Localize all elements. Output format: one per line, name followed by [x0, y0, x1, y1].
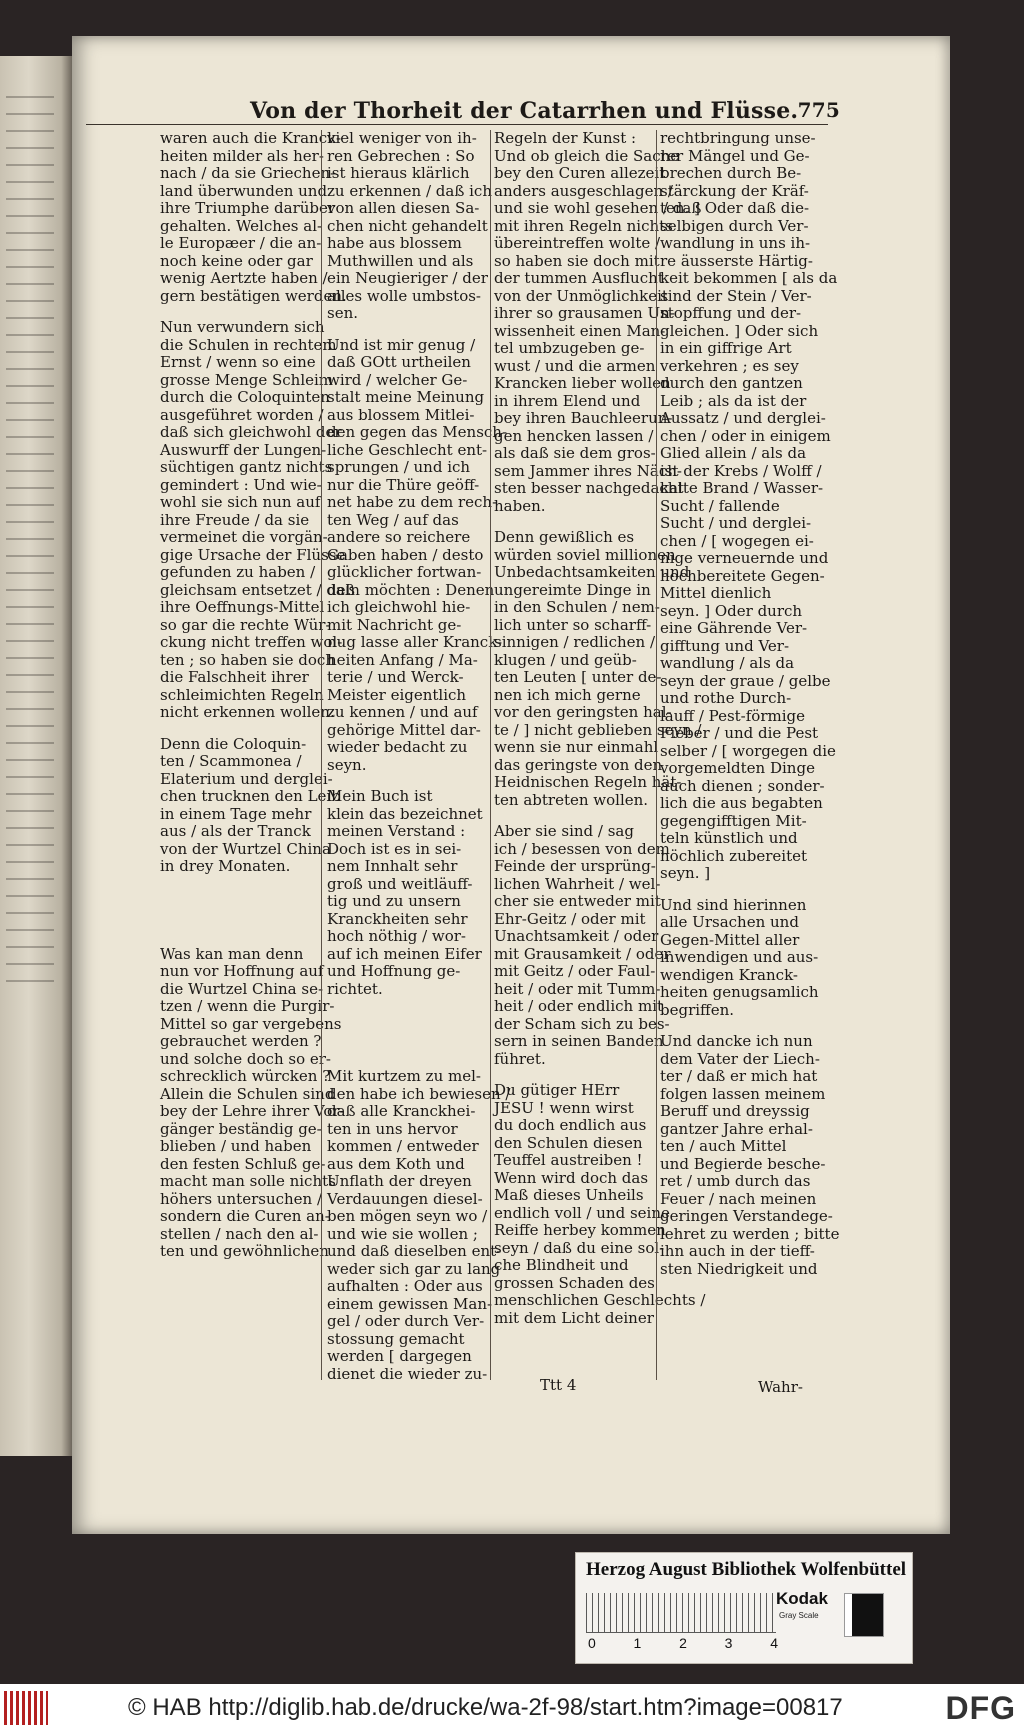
adjacent-page-edge: [0, 56, 72, 1456]
text-line: ten Leuten [ unter de-: [494, 668, 662, 686]
text-line: weder sich gar zu lang: [327, 1259, 501, 1278]
text-line: gänger beständig ge-: [160, 1119, 322, 1138]
text-line: Wenn wird doch das: [494, 1168, 649, 1187]
text-line: ihrer so grausamen Un-: [494, 304, 675, 322]
text-line: vor den geringsten hal-: [494, 703, 672, 721]
text-line: die Falschheit ihrer: [160, 668, 309, 686]
text-line: würden soviel millionen: [494, 545, 676, 564]
text-line: nun vor Hoffnung auf: [160, 962, 324, 980]
text-line: ist der Krebs / Wolff /: [660, 461, 822, 480]
text-line: Reiffe herbey kommen: [494, 1221, 666, 1239]
paragraph: [494, 528, 702, 809]
text-line: Und sind hierinnen: [660, 895, 807, 914]
text-line: gige Ursache der Flüsse: [160, 545, 346, 564]
paragraph: [327, 130, 491, 323]
text-line: aus dem Koth und: [327, 1154, 465, 1173]
text-line: klein das bezeichnet: [327, 804, 483, 823]
text-line: Sucht / und derglei-: [660, 514, 812, 532]
text-line: aus blossem Mitlei-: [327, 405, 475, 424]
text-line: Denn gewißlich es: [494, 528, 635, 546]
text-line: alle Ursachen und: [660, 913, 799, 931]
text-line: kalte Brand / Wasser-: [660, 479, 824, 497]
text-line: chen nicht gehandelt: [327, 216, 488, 235]
text-line: waren auch die Kranck-: [160, 129, 342, 147]
text-line: daß alle Kranckhei-: [327, 1102, 476, 1120]
text-line: hoch nöthig / wor-: [327, 927, 466, 945]
gray-swatch: [844, 1593, 884, 1637]
library-name: Herzog August Bibliothek Wolfenbüttel: [586, 1559, 907, 1580]
text-line: Was kan man denn: [160, 944, 304, 963]
text-line: JESU ! wenn wirst: [494, 1098, 634, 1117]
scale-ruler: [586, 1593, 776, 1633]
running-title: Von der Thorheit der Catarrhen und Flüsse.: [250, 98, 799, 124]
text-line: Feuer / nach meinen: [660, 1189, 817, 1208]
text-line: Allein die Schulen sind: [160, 1084, 335, 1103]
text-line: eine Gährende Ver-: [660, 619, 808, 637]
text-line: durch die Coloquinten: [160, 388, 330, 406]
text-line: ihre Triumphe darüber: [160, 199, 336, 217]
text-line: chen trucknen den Leib: [160, 787, 341, 805]
paragraph: [660, 1032, 840, 1278]
text-line: nug lasse aller Kranck-: [327, 633, 503, 651]
text-line: Gegen-Mittel aller: [660, 930, 800, 949]
text-line: Verdauungen diesel-: [327, 1189, 483, 1208]
text-line: in ein giffrige Art: [660, 339, 792, 357]
scale-number: 1: [633, 1635, 642, 1651]
text-line: Feinde der ursprüng-: [494, 857, 656, 875]
text-line: net habe zu dem rech-: [327, 493, 498, 511]
text-line: tel umbzugeben ge-: [494, 339, 645, 357]
page-number: 775: [797, 98, 840, 122]
text-line: Mein Buch ist: [327, 787, 433, 805]
text-line: Mittel dienlich: [660, 584, 772, 602]
text-line: vorgemeldten Dinge: [660, 759, 815, 777]
paragraph: [494, 1081, 706, 1327]
text-line: heiten Anfang / Ma-: [327, 650, 478, 669]
text-line: der Scham sich zu bes-: [494, 1014, 670, 1033]
text-line: wieder bedacht zu: [327, 738, 468, 756]
text-line: anders ausgeschlagen /: [494, 181, 673, 200]
text-line: das geringste von den: [494, 755, 663, 774]
text-line: seyn der graue / gelbe: [660, 671, 831, 690]
text-line: deln möchten : Denen: [327, 580, 495, 599]
text-line: gifftung und Ver-: [660, 636, 790, 655]
text-line: stärckung der Kräf-: [660, 181, 809, 200]
text-line: ten ; so haben sie doch: [160, 650, 335, 669]
text-line: te / ] nicht geblieben seyn /: [494, 720, 702, 739]
text-line: und wie sie wollen ;: [327, 1224, 478, 1243]
text-line: gleichen. ] Oder sich: [660, 321, 819, 340]
viewer-credit-bar: [0, 1684, 1024, 1732]
column-rule-1: [321, 130, 322, 1380]
catchword: Wahr-: [758, 1378, 803, 1396]
text-line: klugen / und geüb-: [494, 650, 637, 669]
text-line: Unflath der dreyen: [327, 1172, 472, 1190]
scale-number: 3: [724, 1635, 733, 1651]
text-line: mit Grausamkeit / oder: [494, 944, 671, 963]
paragraph: [660, 129, 838, 883]
text-line: Und dancke ich nun: [660, 1032, 813, 1050]
text-line: bey der Lehre ihrer Vor-: [160, 1102, 345, 1120]
text-line: Mittel so gar vergebens: [160, 1014, 342, 1033]
text-line: stopffung und der-: [660, 304, 802, 322]
credit-link[interactable]: © HAB http://diglib.hab.de/drucke/wa-2f-98/start.htm?image=00817: [128, 1694, 843, 1721]
text-line: re äusserste Härtig-: [660, 251, 813, 270]
text-line: le Europæer / die an-: [160, 234, 322, 252]
text-line: Krancken lieber wollen: [494, 374, 671, 392]
text-line: selber / [ worgegen die: [660, 741, 836, 760]
text-line: ten und gewöhnlichen: [160, 1242, 329, 1260]
text-line: vermeinet die vorgän-: [160, 528, 328, 546]
text-line: seyn. ]: [660, 864, 711, 882]
text-line: ausgeführet worden /: [160, 405, 324, 424]
text-line: werden [ dargegen: [327, 1347, 472, 1365]
text-line: hochbereitete Gegen-: [660, 566, 825, 585]
text-line: von allen diesen Sa-: [327, 199, 480, 217]
text-line: und rothe Durch-: [660, 689, 792, 707]
text-line: noch keine oder gar: [160, 251, 313, 270]
text-line: ten Weg / auf das: [327, 510, 459, 529]
text-line: und solche doch so er-: [160, 1049, 331, 1068]
text-line: bey ihren Bauchleerun-: [494, 409, 673, 427]
text-line: wandlung in uns ih-: [660, 234, 811, 252]
text-line: daß GOtt urtheilen: [327, 353, 471, 371]
text-line: endlich voll / und seine: [494, 1203, 670, 1222]
text-line: wust / und die armen: [494, 356, 656, 375]
text-line: Unbedachtsamkeiten und: [494, 563, 690, 581]
text-line: in drey Monaten.: [160, 857, 291, 875]
text-line: der tummen Ausflucht: [494, 269, 664, 287]
text-line: land überwunden und: [160, 181, 328, 200]
text-line: selbigen durch Ver-: [660, 216, 809, 235]
text-line: gel / oder durch Ver-: [327, 1312, 485, 1330]
text-line: lichen Wahrheit / wel-: [494, 874, 661, 893]
text-line: wohl sie sich nun auf: [160, 493, 321, 511]
text-line: führet.: [494, 1049, 546, 1068]
text-line: seyn / daß du eine sol-: [494, 1238, 665, 1257]
text-line: sind der Stein / Ver-: [660, 286, 812, 305]
text-line: du doch endlich aus: [494, 1116, 647, 1134]
text-line: ret / umb durch das: [660, 1172, 811, 1190]
text-line: ter / daß er mich hat: [660, 1067, 818, 1085]
text-line: Teuffel austreiben !: [494, 1151, 643, 1169]
text-line: Meister eigentlich: [327, 685, 467, 704]
text-line: gegengifftigen Mit-: [660, 811, 807, 830]
text-line: Unachtsamkeit / oder: [494, 927, 659, 945]
text-line: in den Schulen / nem-: [494, 598, 660, 616]
text-line: heit / oder endlich mit: [494, 997, 664, 1015]
text-line: stellen / nach den al-: [160, 1224, 319, 1243]
text-line: Ernst / wenn so eine: [160, 353, 316, 371]
text-line: heit / oder mit Tumm-: [494, 979, 661, 998]
text-line: nicht erkennen wollen.: [160, 703, 335, 721]
text-line: die Wurtzel China se-: [160, 979, 324, 998]
text-line: ten. ] Oder daß die-: [660, 199, 810, 217]
text-line: den habe ich bewiesen /: [327, 1084, 511, 1103]
text-line: ihre Freude / da sie: [160, 510, 310, 529]
scale-number: 4: [770, 1635, 778, 1651]
text-line: zu erkennen / daß ich: [327, 181, 492, 200]
text-line: ten abtreten wollen.: [494, 790, 649, 809]
text-line: ihn auch in der tieff-: [660, 1242, 815, 1260]
text-line: Und ob gleich die Sache: [494, 146, 680, 165]
scale-numbers: [588, 1635, 778, 1651]
text-line: so haben sie doch mit: [494, 251, 660, 270]
text-line: nem Innhalt sehr: [327, 857, 458, 875]
text-line: cher sie entweder mit: [494, 892, 661, 910]
text-line: mit ihren Regeln nichts: [494, 216, 673, 235]
text-line: sten besser nachgedacht: [494, 479, 684, 497]
text-line: von der Unmöglichkeit: [494, 286, 668, 305]
text-line: teln künstlich und: [660, 829, 798, 847]
text-line: macht man solle nichts: [160, 1172, 336, 1190]
text-line: gefunden zu haben /: [160, 563, 316, 581]
text-line: liche Geschlecht ent-: [327, 440, 488, 459]
text-line: nige verneuernde und: [660, 549, 829, 567]
text-line: Leib ; als da ist der: [660, 391, 807, 410]
text-line: den gegen das Mensch-: [327, 423, 508, 441]
text-line: höhers untersuchen /: [160, 1189, 323, 1208]
text-line: viel weniger von ih-: [327, 129, 477, 147]
paragraph: [160, 944, 345, 1261]
text-line: gehörige Mittel dar-: [327, 720, 481, 739]
text-line: haben.: [494, 496, 546, 515]
text-line: höchlich zubereitet: [660, 846, 807, 865]
text-line: ich gleichwohl hie-: [327, 598, 471, 616]
header-rule: [86, 124, 828, 125]
paragraph: [327, 788, 491, 998]
text-line: rechtbringung unse-: [660, 129, 816, 147]
text-line: gehalten. Welches al-: [160, 216, 323, 235]
text-line: schrecklich würcken ?: [160, 1067, 331, 1085]
text-line: aufhalten : Oder aus: [327, 1277, 483, 1295]
text-line: die Schulen in rechtem: [160, 335, 337, 354]
text-line: den Schulen diesen: [494, 1133, 643, 1152]
text-line: nur die Thüre geöff-: [327, 475, 480, 494]
text-line: ten in uns hervor: [327, 1119, 458, 1138]
text-line: grossen Schaden des: [494, 1273, 655, 1292]
scale-number: 2: [679, 1635, 687, 1651]
text-line: wissenheit einen Man-: [494, 321, 666, 340]
text-line: dem Vater der Liech-: [660, 1049, 820, 1068]
text-line: Regeln der Kunst :: [494, 129, 637, 147]
text-line: wenn sie nur einmahl: [494, 738, 659, 756]
text-line: richtet.: [327, 979, 383, 998]
text-line: stalt meine Meinung: [327, 388, 485, 406]
text-line: Kranckheiten sehr: [327, 909, 468, 928]
text-line: Elaterium und derglei-: [160, 769, 333, 788]
text-line: und Begierde besche-: [660, 1154, 826, 1173]
text-line: habe aus blossem: [327, 234, 462, 252]
text-line: wird / welcher Ge-: [327, 370, 468, 389]
hab-logo-icon: [4, 1691, 48, 1725]
paragraph: [660, 897, 824, 1020]
text-line: und daß dieselben ent-: [327, 1242, 502, 1260]
text-line: gantzer Jahre erhal-: [660, 1119, 813, 1138]
text-line: als daß sie dem gros-: [494, 444, 656, 462]
text-line: bey den Curen allezeit: [494, 164, 666, 182]
text-line: ich / besessen von dem: [494, 839, 670, 858]
paragraph: [494, 129, 702, 515]
text-line: kommen / entweder: [327, 1137, 479, 1155]
text-line: chen / [ wogegen ei-: [660, 531, 814, 550]
text-line: auch dienen ; sonder-: [660, 776, 825, 795]
text-line: gen hencken lassen /: [494, 426, 654, 445]
text-line: Aussatz / und derglei-: [660, 409, 826, 427]
text-line: chen / oder in einigem: [660, 426, 831, 445]
text-line: seyn. ] Oder durch: [660, 601, 803, 620]
text-line: alles wolle umbstos-: [327, 286, 481, 305]
text-line: brechen durch Be-: [660, 164, 802, 182]
text-line: aus / als der Tranck: [160, 822, 311, 840]
text-line: ungereimte Dinge in: [494, 580, 651, 599]
text-line: rer Mängel und Ge-: [660, 146, 810, 165]
text-line: sen.: [327, 304, 359, 322]
text-line: heiten milder als her-: [160, 146, 324, 165]
text-line: mit Nachricht ge-: [327, 615, 462, 634]
text-line: grosse Menge Schleim: [160, 370, 334, 389]
text-line: schleimichten Regeln: [160, 685, 324, 704]
text-line: wandlung / als da: [660, 654, 795, 672]
text-line: Beruff und dreyssig: [660, 1102, 810, 1120]
text-line: ten / Scammonea /: [160, 752, 302, 770]
dfg-logo: DFG: [945, 1690, 1016, 1726]
text-line: von der Wurtzel China: [160, 839, 331, 858]
text-line: ren Gebrechen : So: [327, 146, 475, 165]
text-line: inwendigen und aus-: [660, 948, 819, 966]
text-line: gern bestätigen werden.: [160, 286, 347, 305]
text-line: lehret zu werden ; bitte: [660, 1224, 840, 1243]
column-rule-2: [490, 130, 491, 1380]
text-line: übereintreffen wolte /: [494, 234, 661, 252]
text-line: che Blindheit und: [494, 1256, 629, 1274]
text-line: daß sich gleichwohl der: [160, 423, 342, 441]
paragraph: [494, 822, 671, 1068]
text-line: den festen Schluß ge-: [160, 1154, 326, 1173]
text-line: zu kennen / und auf: [327, 703, 478, 721]
text-line: durch den gantzen: [660, 374, 803, 392]
text-line: einem gewissen Man-: [327, 1294, 493, 1313]
text-line: Ehr-Geitz / oder mit: [494, 909, 646, 928]
text-line: sern in seinen Banden: [494, 1032, 664, 1050]
text-line: lich die aus begabten: [660, 794, 823, 812]
paragraph: [160, 318, 355, 722]
text-line: lauff / Pest-förmige: [660, 706, 805, 725]
text-line: wendigen Kranck-: [660, 965, 798, 984]
library-color-scale-label: [575, 1552, 913, 1664]
text-line: süchtigen gantz nichts: [160, 458, 333, 476]
text-line: ten / auch Mittel: [660, 1137, 787, 1155]
text-line: andere so reichere: [327, 528, 471, 546]
text-line: dienet die wieder zu-: [327, 1364, 488, 1383]
gray-scale-caption: Gray Scale: [779, 1611, 819, 1620]
paragraph: [160, 129, 347, 305]
text-line: blieben / und haben: [160, 1137, 312, 1155]
text-line: Nun verwundern sich: [160, 318, 325, 336]
text-line: sondern die Curen an-: [160, 1207, 330, 1225]
text-line: nach / da sie Griechen-: [160, 164, 336, 182]
text-line: sinnigen / redlichen /: [494, 633, 656, 651]
text-line: und Hoffnung ge-: [327, 962, 461, 980]
text-line: Heidnischen Regeln hät-: [494, 773, 682, 791]
text-line: verkehren ; es sey: [660, 356, 799, 375]
text-line: in einem Tage mehr: [160, 804, 312, 823]
scale-number: 0: [588, 1635, 596, 1651]
text-line: Du gütiger HErr: [494, 1081, 620, 1099]
text-line: gebrauchet werden ?: [160, 1032, 322, 1050]
paragraph: [327, 335, 508, 775]
text-line: Gaben haben / desto: [327, 545, 484, 564]
text-line: keit bekommen [ als da: [660, 269, 838, 287]
paragraph: [160, 734, 341, 876]
text-line: ihre Oeffnungs-Mittel: [160, 598, 325, 616]
text-line: ein Neugieriger / der: [327, 269, 488, 287]
text-line: sprungen / und ich: [327, 458, 471, 476]
running-header: [250, 98, 840, 126]
text-line: ist hieraus klärlich: [327, 164, 470, 182]
text-column-4: [660, 129, 840, 1292]
text-line: terie / und Werck-: [327, 668, 464, 686]
signature-mark: Ttt 4: [540, 1376, 577, 1394]
text-line: Auswurff der Lungen-: [160, 440, 327, 459]
text-column-2: [327, 129, 511, 1397]
text-line: sem Jammer ihres Näch-: [494, 461, 682, 480]
text-line: Und ist mir genug /: [327, 335, 476, 354]
text-line: tig und zu unsern: [327, 892, 461, 910]
text-line: geringen Verstandege-: [660, 1207, 833, 1225]
text-line: seyn.: [327, 755, 367, 774]
text-line: gemindert : Und wie-: [160, 475, 322, 494]
column-rule-3: [656, 130, 657, 1380]
text-line: auf ich meinen Eifer: [327, 944, 482, 963]
text-line: und sie wohl gesehen / daß: [494, 199, 702, 217]
text-line: stossung gemacht: [327, 1329, 465, 1348]
text-line: mit dem Licht deiner: [494, 1308, 654, 1327]
text-line: ckung nicht treffen wol-: [160, 633, 343, 651]
text-line: ben mögen seyn wo /: [327, 1207, 488, 1225]
text-line: Fieber / und die Pest: [660, 724, 819, 742]
text-line: lich unter so scharff-: [494, 615, 652, 634]
text-line: Maß dieses Unheils: [494, 1186, 644, 1204]
text-line: Muthwillen und als: [327, 251, 474, 270]
text-line: mit Geitz / oder Faul-: [494, 962, 656, 980]
text-line: Sucht / fallende: [660, 496, 780, 515]
text-line: Aber sie sind / sag: [494, 822, 634, 840]
kodak-brand: Kodak: [776, 1589, 828, 1608]
text-line: Doch ist es in sei-: [327, 839, 462, 858]
text-line: wenig Aertzte haben /: [160, 269, 328, 287]
text-line: in ihrem Elend und: [494, 391, 641, 410]
text-line: Glied allein / als da: [660, 444, 807, 462]
text-line: sten Niedrigkeit und: [660, 1259, 818, 1278]
text-line: meinen Verstand :: [327, 822, 466, 840]
text-line: menschlichen Geschlechts /: [494, 1291, 706, 1309]
text-line: groß und weitläuff-: [327, 874, 473, 893]
text-line: Mit kurtzem zu mel-: [327, 1067, 481, 1085]
text-line: folgen lassen meinem: [660, 1084, 826, 1103]
text-line: glücklicher fortwan-: [327, 563, 482, 581]
text-line: so gar die rechte Wür-: [160, 615, 331, 634]
text-line: tzen / wenn die Purgir-: [160, 997, 335, 1015]
text-line: Denn die Coloquin-: [160, 734, 307, 753]
paragraph: [327, 1067, 511, 1383]
text-line: begriffen.: [660, 1000, 735, 1019]
text-line: gleichsam entsetzet / daß: [160, 580, 355, 599]
text-line: nen ich mich gerne: [494, 685, 641, 704]
text-line: heiten genugsamlich: [660, 983, 819, 1001]
